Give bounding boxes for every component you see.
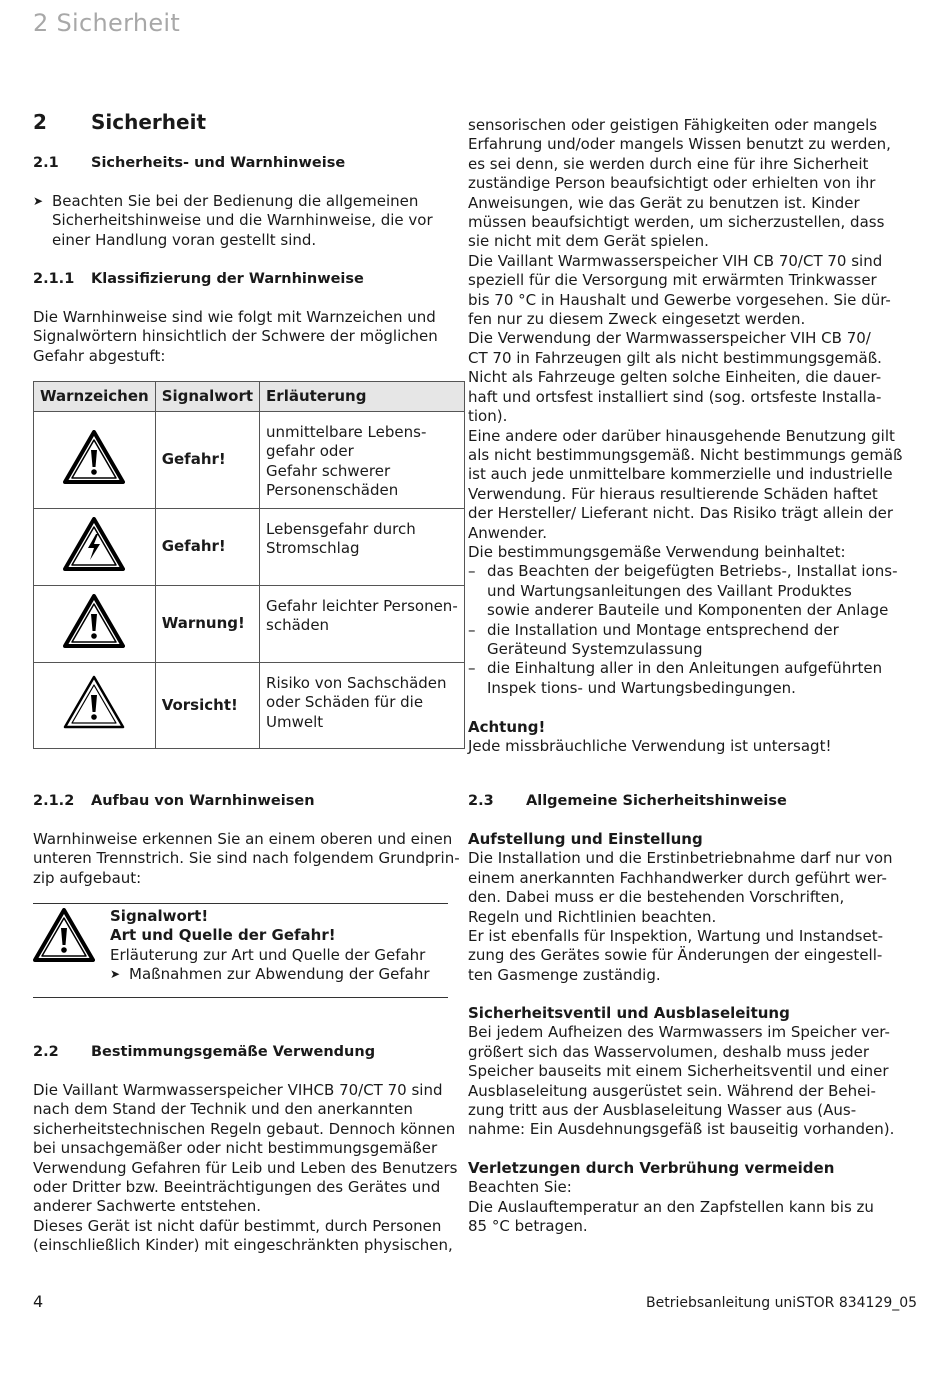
text-line: Anweisungen, wie das Gerät zu benutzen ist. Kinder xyxy=(468,193,860,212)
text-line: Eine andere oder darüber hinausgehende Benutzung gilt xyxy=(468,426,895,445)
warning-sign-cell xyxy=(34,663,156,749)
text-line: speziell für die Versorgung mit erwärmten Trinkwasser xyxy=(468,271,877,290)
text-line: Stromschlag xyxy=(266,539,360,558)
dash-bullet: – xyxy=(468,620,476,639)
paragraph xyxy=(33,830,460,888)
text-line: schäden xyxy=(266,616,330,635)
heading-title: Sicherheits- und Warnhinweise xyxy=(91,155,346,171)
hazard-explanation: Erläuterung zur Art und Quelle der Gefahr xyxy=(110,945,426,964)
text-line: sie nicht mit dem Gerät spielen. xyxy=(468,232,709,251)
text-line: unmittelbare Lebens- xyxy=(266,423,427,441)
left-column xyxy=(33,110,453,134)
text-line: fen nur zu diesem Zweck eingesetzt werden. xyxy=(468,310,806,329)
subsection-block xyxy=(468,1004,898,1140)
signal-word: Gefahr! xyxy=(155,412,259,509)
text-line: Die Verwendung der Warmwasserspeicher VIH CB 70/ xyxy=(468,329,871,348)
text-line: nahme: Ein Ausdehnungsgefäß ist bauseitig vorhanden). xyxy=(468,1120,895,1139)
section-title: Sicherheit xyxy=(91,110,206,134)
text-line: anderer Sachwerte entstehen. xyxy=(33,1197,262,1216)
explanation-cell xyxy=(260,412,465,509)
text-line: Warnhinweise erkennen Sie an einem oberen und einen xyxy=(33,830,453,848)
warning-table xyxy=(33,381,465,749)
table-row xyxy=(34,509,465,586)
heading-2-1 xyxy=(33,154,345,173)
text-line: oder Dritter bzw. Beeinträchtigungen des Gerätes und xyxy=(33,1178,441,1197)
paragraph xyxy=(33,308,453,366)
heading-number: 2.2 xyxy=(33,1044,59,1060)
text-line: müssen beaufsichtigt werden, um sicherzustellen, dass xyxy=(468,213,885,232)
text-line: der Hersteller/ Lieferant nicht. Das Risiko trägt allein der xyxy=(468,504,893,523)
heading-2-1-2 xyxy=(33,792,315,811)
text-line: Bei jedem Aufheizen des Warmwassers im Speicher ver- xyxy=(468,1023,890,1042)
bullet-item xyxy=(33,192,472,250)
text-line: Erfahrung und/oder mangels Wissen benutzt zu werden, xyxy=(468,135,891,154)
text-line: 85 °C betragen. xyxy=(468,1217,588,1236)
section-heading xyxy=(33,110,453,134)
text-line: die Installation und Montage entsprechend der xyxy=(487,620,839,639)
text-line: Gefahr schwerer xyxy=(266,461,391,480)
text-line: Regeln und Richtlinien beachten. xyxy=(468,907,717,926)
text-line: gefahr oder xyxy=(266,442,354,461)
text-line: Personenschäden xyxy=(266,481,399,500)
text-line: Verwendung Gefahren für Leib und Leben des Benutzers xyxy=(33,1158,458,1177)
hazard-source: Art und Quelle der Gefahr! xyxy=(110,926,336,945)
text-line: Inspek tions- und Wartungsbedingungen. xyxy=(487,678,796,697)
text-line: Signalwörtern hinsichtlich der Schwere der möglichen xyxy=(33,327,438,346)
heading-number: 2.1.2 xyxy=(33,793,75,809)
text-line: Die Installation und die Erstinbetriebnahme darf nur von xyxy=(468,849,893,868)
top-separator xyxy=(33,903,448,904)
text-line: Beachten Sie: xyxy=(468,1178,572,1197)
arrow-bullet-icon: ➤ xyxy=(33,194,44,208)
text-line: Dieses Gerät ist nicht dafür bestimmt, durch Personen xyxy=(33,1216,442,1235)
text-line: größert sich das Wasservolumen, deshalb muss jeder xyxy=(468,1042,870,1061)
text-line: Die Vaillant Warmwasserspeicher VIHCB 70/CT 70 sind xyxy=(33,1081,443,1099)
table-header-row xyxy=(34,382,465,412)
text-line: das Beachten der beigefügten Betriebs-, Installat ions- xyxy=(487,562,898,581)
paragraph xyxy=(468,116,903,756)
text-line: Die Auslauftemperatur an den Zapfstellen kann bis zu xyxy=(468,1197,874,1216)
general-danger-icon xyxy=(33,908,95,963)
text-line: (einschließlich Kinder) mit eingeschränkten physischen, xyxy=(33,1236,453,1255)
spacer xyxy=(468,698,898,717)
table-row xyxy=(34,663,465,749)
signal-word: Signalwort! xyxy=(110,907,209,925)
heading-title: Allgemeine Sicherheitshinweise xyxy=(526,793,787,809)
heading-2-2 xyxy=(33,1043,375,1062)
heading-2-1-1 xyxy=(33,270,364,289)
text-line: Anwender. xyxy=(468,523,548,542)
dash-list-item xyxy=(468,562,898,620)
subsection-block xyxy=(468,830,898,985)
text-line: Speicher bauseits mit einem Sicherheitsventil und einer xyxy=(468,1062,889,1081)
text-line: Verwendung. Für hieraus resultierende Schäden haftet xyxy=(468,484,878,503)
heading-title: Bestimmungsgemäße Verwendung xyxy=(91,1044,376,1060)
signal-word: Warnung! xyxy=(155,586,259,663)
attention-text: Jede missbräuchliche Verwendung ist untersagt! xyxy=(468,736,832,755)
signal-word: Gefahr! xyxy=(155,509,259,586)
dash-bullet: – xyxy=(468,659,476,678)
text-line: Nicht als Fahrzeuge gelten solche Einheiten, die dauer- xyxy=(468,368,882,387)
document-reference: Betriebsanleitung uniSTOR 834129_05 xyxy=(646,1295,918,1311)
text-line: den. Dabei muss er die bestehenden Vorschriften, xyxy=(468,888,845,907)
running-header: 2 Sicherheit xyxy=(33,9,181,37)
text-line: Er ist ebenfalls für Inspektion, Wartung und Instandset- xyxy=(468,927,883,946)
column-header: Erläuterung xyxy=(260,382,465,412)
heading-number: 2.1.1 xyxy=(33,271,75,287)
warning-box-text xyxy=(110,907,450,985)
paragraph xyxy=(33,1081,458,1256)
column-header: Warnzeichen xyxy=(34,382,156,412)
text-line: es sei denn, sie werden durch eine für ihre Sicherheit xyxy=(468,154,869,173)
text-line: bis 70 °C in Haushalt und Gewerbe vorgesehen. Sie dür- xyxy=(468,290,891,309)
warning-box-icon-wrap xyxy=(33,908,95,967)
attention-label: Achtung! xyxy=(468,717,546,736)
warning-sign-cell xyxy=(34,412,156,509)
text-line: Umwelt xyxy=(266,712,324,731)
text-line: und Wartungsanleitungen des Vaillant Produktes xyxy=(487,581,852,600)
text-line: Ausblaseleitung ausgerüstet sein. Während der Behei- xyxy=(468,1081,876,1100)
text-line: einer Handlung voran gestellt sind. xyxy=(52,230,317,249)
explanation-cell xyxy=(260,509,465,586)
text-line: zip aufgebaut: xyxy=(33,868,142,887)
text-line: Sicherheitshinweise und die Warnhinweise, die vor xyxy=(52,211,433,230)
explanation-cell xyxy=(260,663,465,749)
text-line: Die Warnhinweise sind wie folgt mit Warnzeichen und xyxy=(33,308,436,326)
text-line: sensorischen oder geistigen Fähigkeiten oder mangels xyxy=(468,116,878,134)
measure-item xyxy=(110,965,450,984)
heading-title: Aufbau von Warnhinweisen xyxy=(91,793,315,809)
text-line: unteren Trennstrich. Sie sind nach folgendem Grundprin- xyxy=(33,849,460,868)
text-line: ist auch jede unmittelbare kommerzielle und industrielle xyxy=(468,465,893,484)
text-line: oder Schäden für die xyxy=(266,693,424,712)
general-danger-icon xyxy=(63,430,125,485)
electric-shock-icon xyxy=(63,517,125,572)
text-line: einem anerkannten Fachhandwerker durch geführt wer- xyxy=(468,868,887,887)
text-line: Gefahr abgestuft: xyxy=(33,346,166,365)
text-line: Geräteund Systemzulassung xyxy=(487,639,703,658)
subsection-heading: Verletzungen durch Verbrühung vermeiden xyxy=(468,1159,835,1177)
measure-text: Maßnahmen zur Abwendung der Gefahr xyxy=(129,965,430,984)
text-line: als nicht bestimmungsgemäß. Nicht bestimmungs gemäß xyxy=(468,445,903,464)
text-line: haft und ortsfest installiert sind (sog. ortsfeste Installa- xyxy=(468,387,882,406)
text-line: ten Gasmenge zuständig. xyxy=(468,965,661,984)
page-number: 4 xyxy=(33,1292,44,1311)
bottom-separator xyxy=(33,997,448,998)
subsection-block xyxy=(468,1159,898,1237)
signal-word: Vorsicht! xyxy=(155,663,259,749)
text-line: Die bestimmungsgemäße Verwendung beinhaltet: xyxy=(468,542,846,561)
text-line: zung tritt aus der Ausblaseleitung Wasser aus (Aus- xyxy=(468,1101,857,1120)
text-line: zuständige Person beaufsichtigt oder erhielten von ihr xyxy=(468,174,876,193)
dash-bullet: – xyxy=(468,562,476,581)
explanation-cell xyxy=(260,586,465,663)
text-line: Gefahr leichter Personen- xyxy=(266,597,458,615)
dash-list-item xyxy=(468,621,898,660)
text-line: nach dem Stand der Technik und den anerkannten xyxy=(33,1100,413,1119)
text-line: Lebensgefahr durch xyxy=(266,520,416,538)
text-line: Die Vaillant Warmwasserspeicher VIH CB 70/CT 70 sind xyxy=(468,251,883,270)
warning-sign-cell xyxy=(34,509,156,586)
text-line: CT 70 in Fahrzeugen gilt als nicht bestimmungsgemäß. xyxy=(468,348,882,367)
warning-icon xyxy=(63,594,125,649)
heading-title: Klassifizierung der Warnhinweise xyxy=(91,271,364,287)
caution-icon xyxy=(63,675,125,730)
dash-list-item xyxy=(468,659,898,698)
heading-number: 2.1 xyxy=(33,155,59,171)
subsection-heading: Sicherheitsventil und Ausblaseleitung xyxy=(468,1004,790,1022)
text-line: Risiko von Sachschäden xyxy=(266,674,447,692)
arrow-bullet-icon: ➤ xyxy=(110,967,121,982)
text-line: sicherheitstechnischen Regeln gebaut. Dennoch können xyxy=(33,1119,456,1138)
text-line: zung des Gerätes sowie für Änderungen der eingestell- xyxy=(468,946,883,965)
subsection-heading: Aufstellung und Einstellung xyxy=(468,830,703,848)
warning-sign-cell xyxy=(34,586,156,663)
text-line: bei unsachgemäßer oder nicht bestimmungsgemäßer xyxy=(33,1139,438,1158)
column-header: Signalwort xyxy=(155,382,259,412)
text-line: Beachten Sie bei der Bedienung die allgemeinen xyxy=(52,192,419,210)
section-number: 2 xyxy=(33,110,47,134)
table-row xyxy=(34,412,465,509)
text-line: sowie anderer Bauteile und Komponenten der Anlage xyxy=(487,601,889,620)
heading-number: 2.3 xyxy=(468,793,494,809)
text-line: tion). xyxy=(468,407,508,426)
text-line: die Einhaltung aller in den Anleitungen aufgeführten xyxy=(487,659,883,678)
heading-2-3 xyxy=(468,792,787,811)
table-row xyxy=(34,586,465,663)
